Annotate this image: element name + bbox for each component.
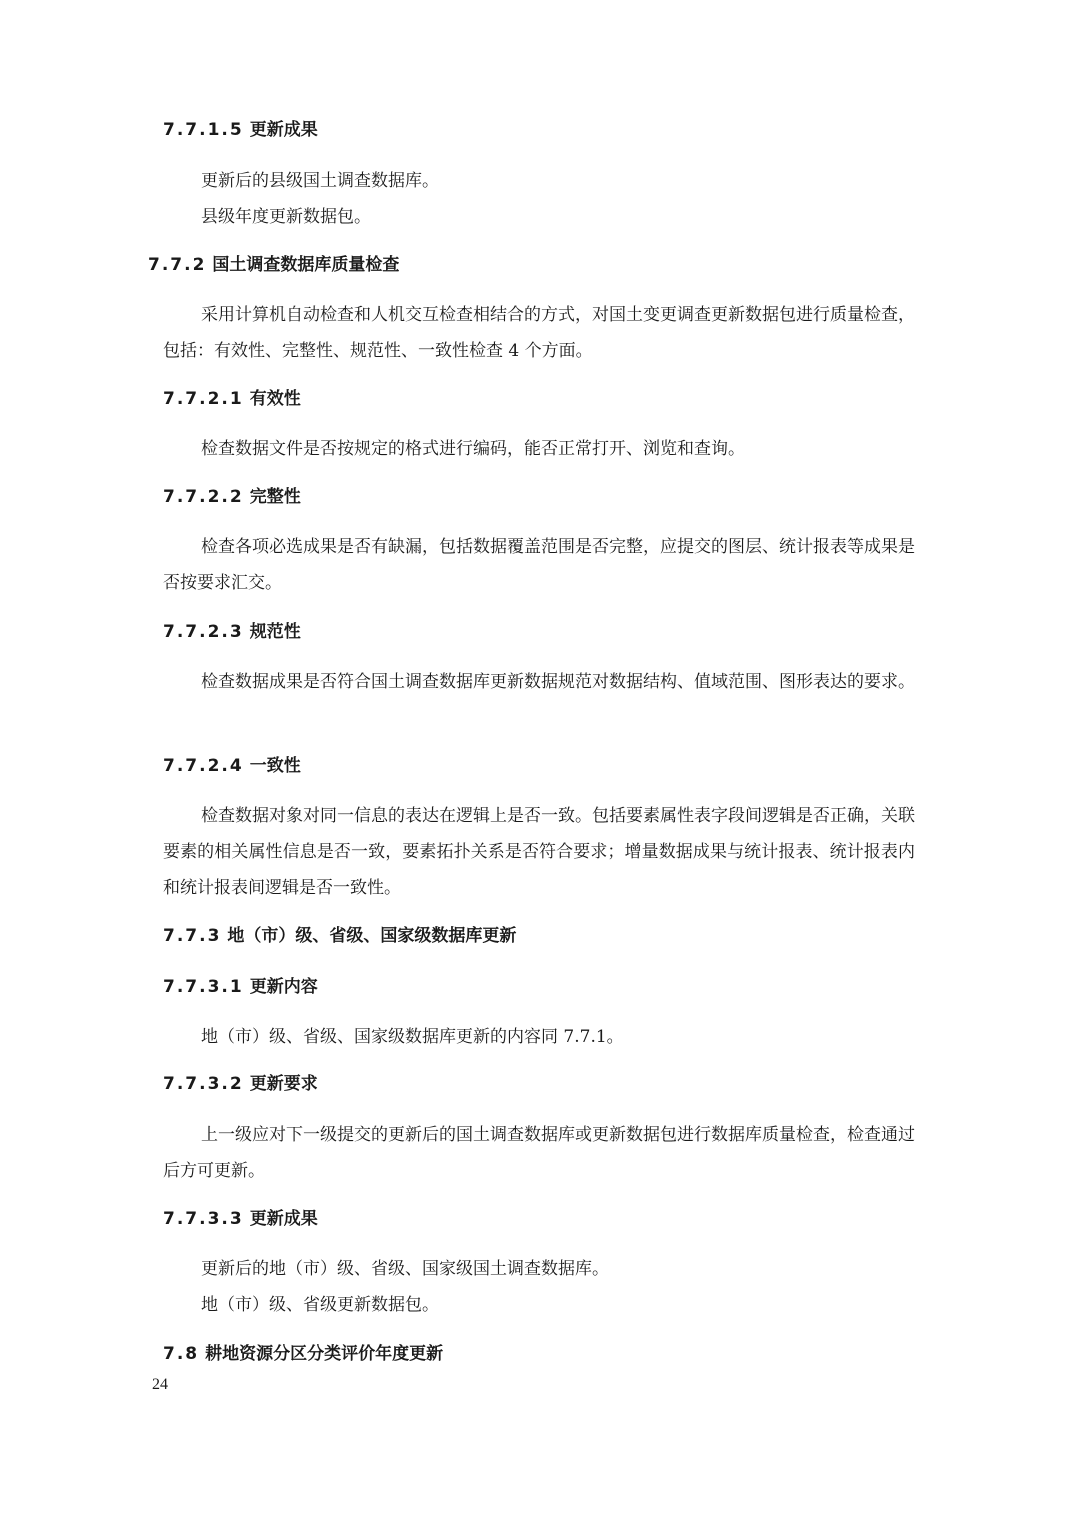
paragraph: 地（市）级、省级、国家级数据库更新的内容同 7.7.1。 xyxy=(201,1027,624,1047)
heading-7-7-2 xyxy=(148,254,399,276)
section-title: 耕地资源分区分类评价年度更新 xyxy=(205,1344,444,1364)
paragraph: 检查各项必选成果是否有缺漏，包括数据覆盖范围是否完整，应提交的图层、统计报表等成果是否按要求汇交。 xyxy=(163,537,915,593)
paragraph: 更新后的地（市）级、省级、国家级国土调查数据库。 xyxy=(201,1259,609,1279)
section-title: 国土调查数据库质量检查 xyxy=(212,255,400,275)
section-title: 一致性 xyxy=(249,756,301,776)
paragraph: 上一级应对下一级提交的更新后的国土调查数据库或更新数据包进行数据库质量检查，检查通过后方可更新。 xyxy=(163,1125,915,1181)
heading-7-7-2-4 xyxy=(163,755,301,777)
heading-7-7-2-1 xyxy=(163,388,301,410)
section-number: 7.7.3.2 xyxy=(163,1074,244,1094)
section-title: 更新要求 xyxy=(249,1074,318,1094)
section-title: 更新成果 xyxy=(249,120,318,140)
section-number: 7.7.3 xyxy=(163,926,222,946)
section-title: 更新成果 xyxy=(249,1209,318,1229)
section-title: 有效性 xyxy=(249,389,301,409)
section-number: 7.7.2.1 xyxy=(163,389,244,409)
section-number: 7.7.2.2 xyxy=(163,487,244,507)
paragraph: 县级年度更新数据包。 xyxy=(201,207,371,227)
paragraph: 检查数据文件是否按规定的格式进行编码，能否正常打开、浏览和查询。 xyxy=(201,439,745,459)
paragraph: 更新后的县级国土调查数据库。 xyxy=(201,171,439,191)
heading-7-7-3-1 xyxy=(163,976,318,998)
heading-7-7-2-3 xyxy=(163,621,301,643)
section-number: 7.7.1.5 xyxy=(163,120,244,140)
page-number: 24 xyxy=(152,1376,168,1393)
heading-7-7-3 xyxy=(163,925,516,947)
paragraph: 检查数据成果是否符合国土调查数据库更新数据规范对数据结构、值域范围、图形表达的要求。 xyxy=(201,672,915,692)
section-title: 地（市）级、省级、国家级数据库更新 xyxy=(227,926,517,946)
heading-7-7-1-5 xyxy=(163,119,318,141)
section-number: 7.8 xyxy=(163,1344,200,1364)
paragraph: 地（市）级、省级更新数据包。 xyxy=(201,1295,439,1315)
section-title: 完整性 xyxy=(249,487,301,507)
paragraph: 检查数据对象对同一信息的表达在逻辑上是否一致。包括要素属性表字段间逻辑是否正确，关联要素的相关属性信息是否一致，要素拓扑关系是否符合要求；增量数据成果与统计报表、统计报表内和统计报表间逻辑是否一致性。 xyxy=(163,806,915,898)
section-number: 7.7.3.3 xyxy=(163,1209,244,1229)
section-title: 更新内容 xyxy=(249,977,318,997)
heading-7-7-3-2 xyxy=(163,1073,318,1095)
section-number: 7.7.2.3 xyxy=(163,622,244,642)
heading-7-8 xyxy=(163,1343,443,1365)
heading-7-7-2-2 xyxy=(163,486,301,508)
section-number: 7.7.2 xyxy=(148,255,207,275)
section-number: 7.7.2.4 xyxy=(163,756,244,776)
section-number: 7.7.3.1 xyxy=(163,977,244,997)
paragraph: 采用计算机自动检查和人机交互检查相结合的方式，对国土变更调查更新数据包进行质量检查，包括：有效性、完整性、规范性、一致性检查 4 个方面。 xyxy=(163,305,915,361)
heading-7-7-3-3 xyxy=(163,1208,318,1230)
section-title: 规范性 xyxy=(249,622,301,642)
